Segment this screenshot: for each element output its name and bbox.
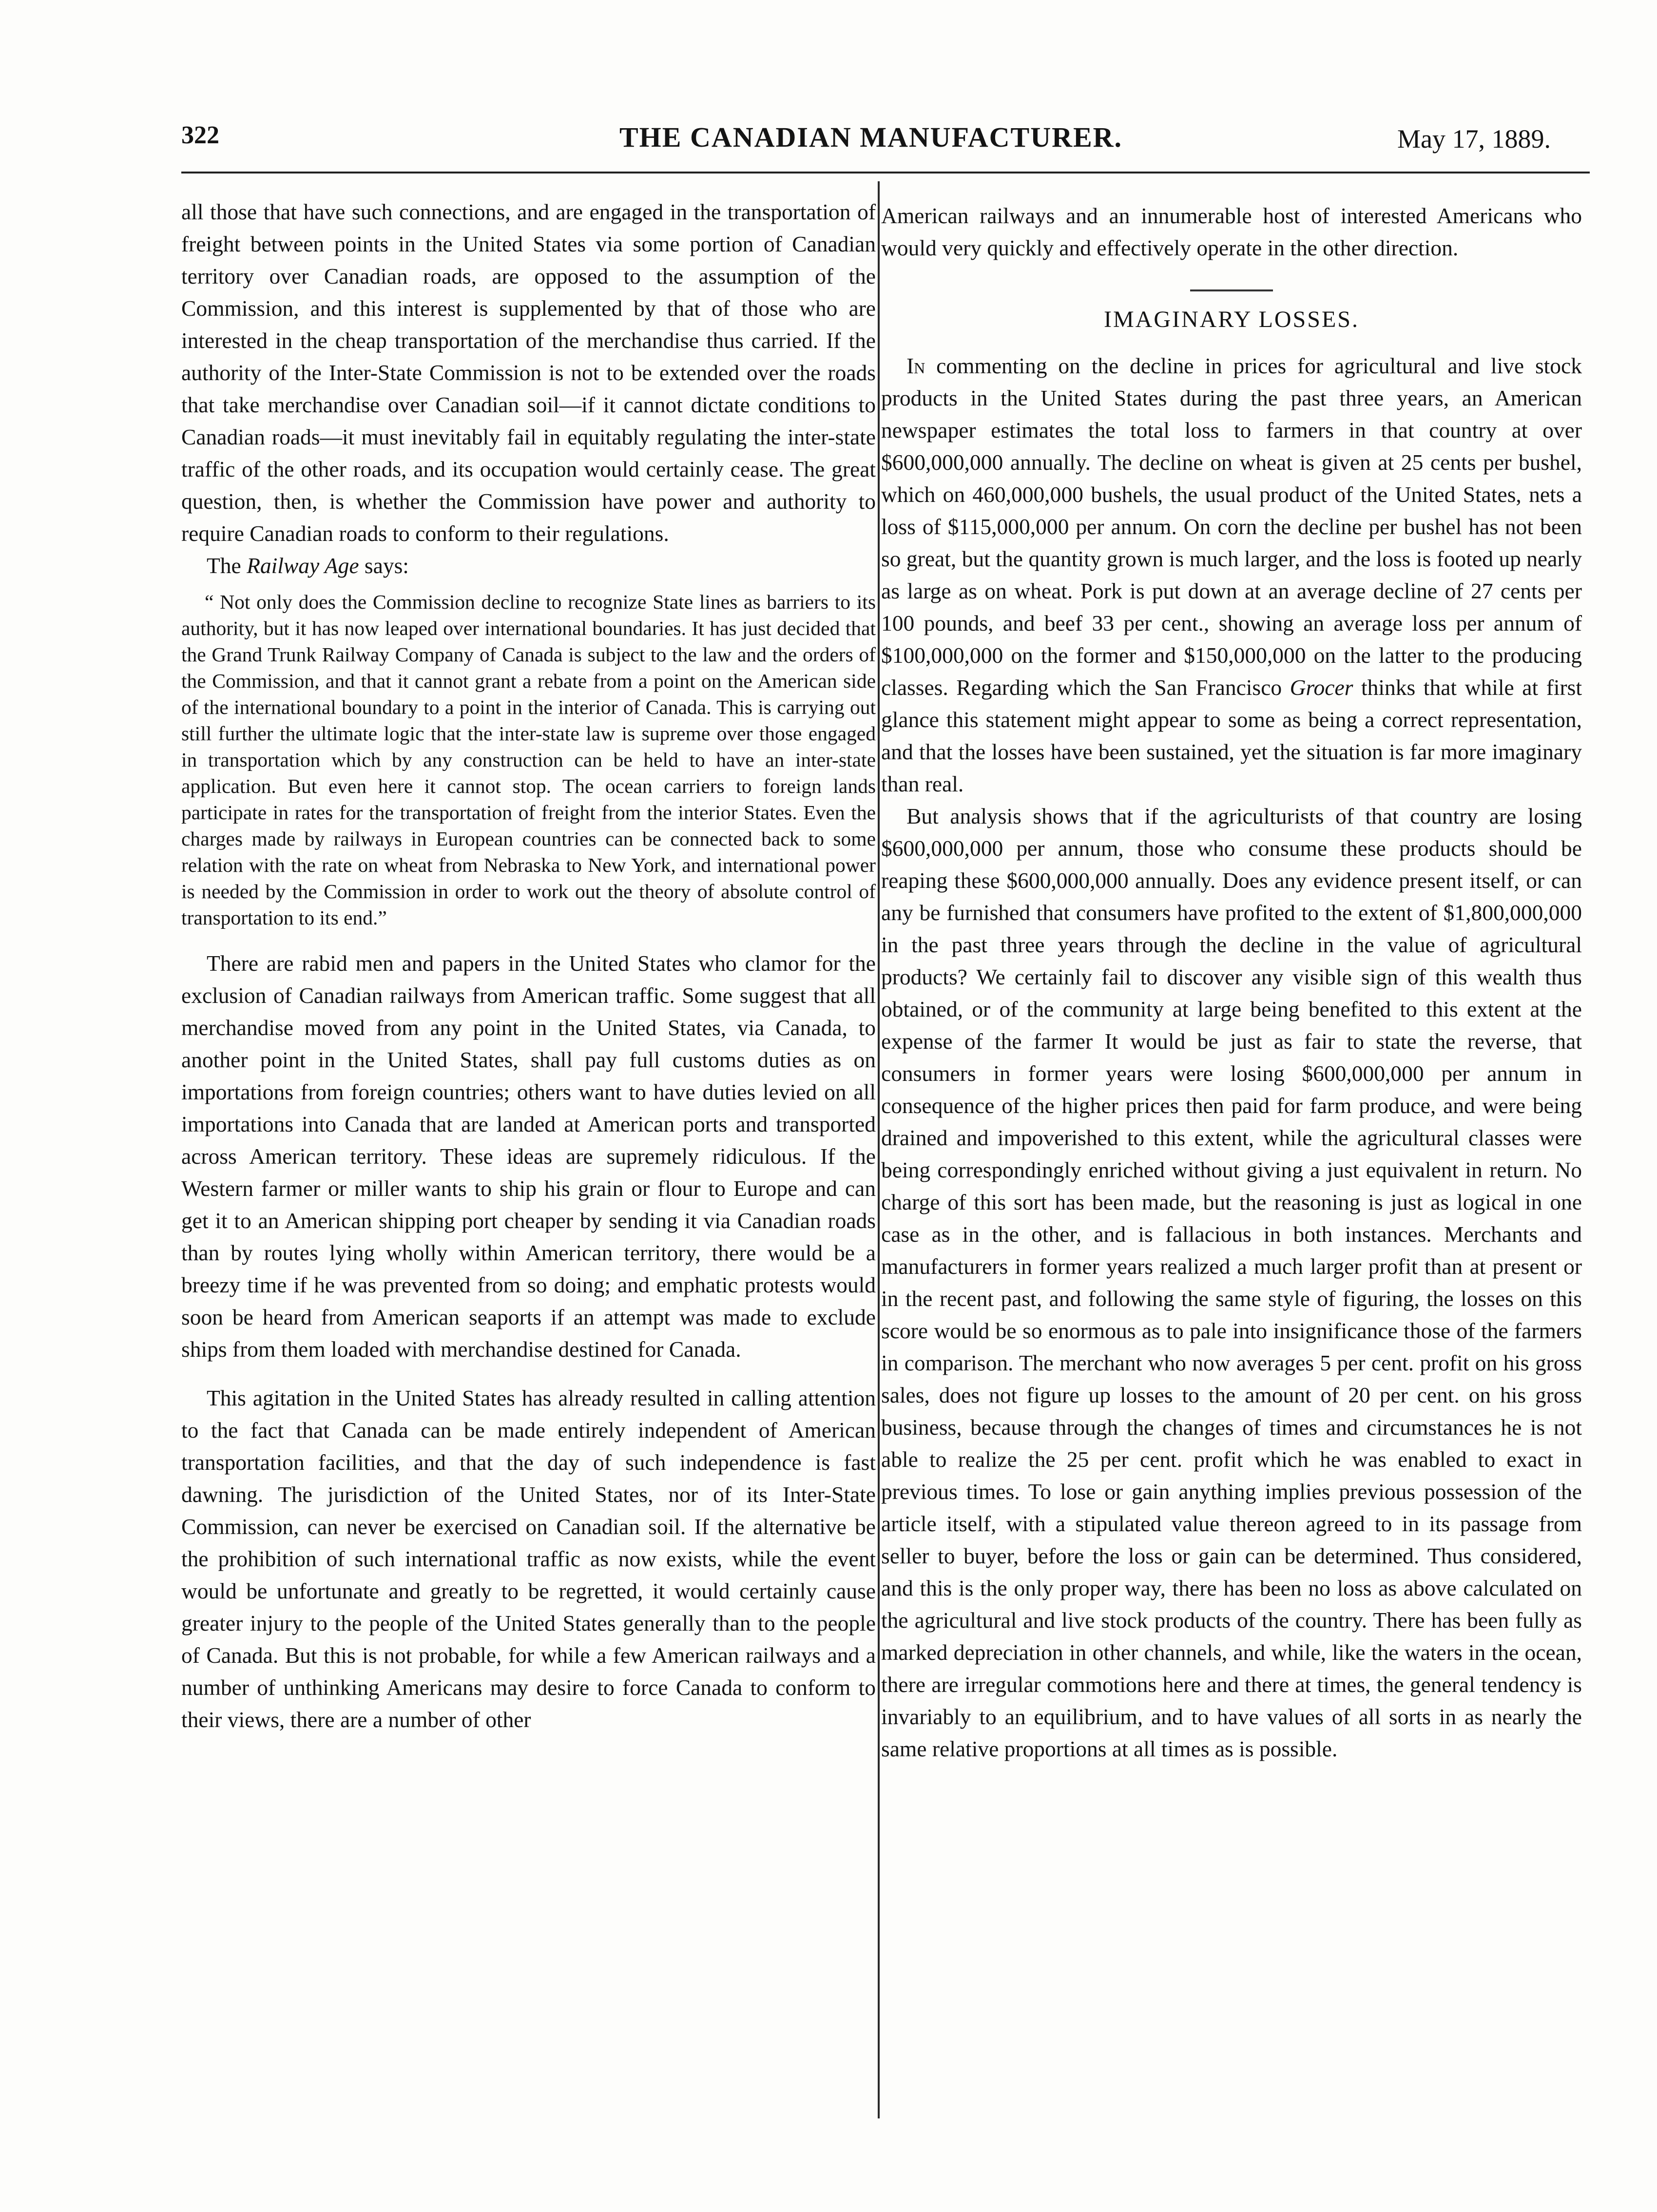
- paragraph-text: thinks that while at first glance this statement might appear to some as being a correct representation, and that the losses have been sustained, yet the situation is far more imaginary than real.: [881, 675, 1582, 796]
- block-quote: [181, 589, 876, 931]
- article-paragraph: all those that have such connections, and are engaged in the transportation of freight between points in the United States via some portion of Canadian territory over Canadian roads, are opposed to the assumption of the Commission, and this interest is supplemented by that of those who are interested in the cheap transportation of the merchandise thus carried. If the authority of the Inter-State Commission is not to be extended over the roads that take merchandise over Canadian soil—if it cannot dictate conditions to Canadian roads—it must inevitably fail in equitably regulating the inter-state traffic of the other roads, and its occupation would certainly cease. The great question, then, is whether the Commission have power and authority to require Canadian roads to conform to their regulations.: [181, 199, 876, 546]
- continued-paragraph: American railways and an innumerable host of interested Americans who would very quickly and effectively operate in the other direction.: [881, 203, 1582, 260]
- quote-attribution: [181, 550, 876, 582]
- paragraph-text: commenting on the decline in prices for agricultural and live stock products in the United States during the past three years, an American newspaper estimates the total loss to farmers in that country at over $600,000,000 annually. The decline on wheat is given at 25 cents per bushel, which on 460,000,000 bushels, the usual product of the United States, nets a loss of $115,000,000 per annum. On corn the decline per bushel has not been so great, but the quantity grown is much larger, and the loss is footed up nearly as large as on wheat. Pork is put down at an average decline of 27 cents per 100 pounds, and beef 33 per cent., showing an average loss per annum of $100,000,000 on the former and $150,000,000 on the latter to the producing classes. Regarding which the San Francisco: [881, 353, 1582, 700]
- publication-name: Grocer: [1290, 675, 1353, 700]
- lead-word: In: [906, 353, 925, 378]
- section-rule: [1190, 289, 1273, 291]
- section-title: IMAGINARY LOSSES.: [1104, 307, 1359, 332]
- column-divider: [878, 181, 880, 2118]
- masthead-title: THE CANADIAN MANUFACTURER.: [619, 121, 1123, 153]
- page-header: [181, 117, 1561, 171]
- right-column: [881, 200, 1582, 1765]
- article-paragraph: [881, 350, 1582, 800]
- attribution-prefix: The: [207, 553, 247, 578]
- page-number: 322: [181, 121, 219, 149]
- attribution-suffix: says:: [359, 553, 409, 578]
- article-paragraph: But analysis shows that if the agriculturists of that country are losing $600,000,000 per annum, those who consume these products should be reaping these $600,000,000 annually. Does any evidence present itself, or can any be furnished that consumers have profited to the extent of $1,800,000,000 in the past three years through the decline in the value of agricultural products? We certainly fail to discover any visible sign of this wealth thus obtained, or of the community at large being benefited to this extent at the expense of the farmer It would be just as fair to state the reverse, that consumers in former years were losing $600,000,000 per annum in consequence of the higher prices then paid for farm produce, and were being drained and impoverished to this extent, while the agricultural classes were being correspondingly enriched without giving a just equivalent in return. No charge of this sort has been made, but the reasoning is just as logical in one case as in the other, and is fallacious in both instances. Merchants and manufacturers in former years realized a much larger profit than at present or in the recent past, and following the same style of figuring, the losses on this score would be so enormous as to pale into insignificance those of the farmers in comparison. The merchant who now averages 5 per cent. profit on his gross sales, does not figure up losses to the amount of 20 per cent. on his gross business, because through the changes of times and circumstances he is not able to realize the 25 per cent. profit which he was enabled to exact in previous times. To lose or gain anything implies previous possession of the article itself, with a stipulated value thereon agreed to in its passage from seller to buyer, before the loss or gain can be determined. Thus considered, and this is the only proper way, there has been no loss as above calculated on the agricultural and live stock products of the country. There has been fully as marked depreciation in other channels, and while, like the waters in the ocean, there are irregular commotions here and there at times, the general tendency is invariably to an equilibrium, and to have values of all sorts in as nearly the same relative proportions at all times as is possible.: [881, 804, 1582, 1761]
- left-column: [181, 196, 876, 1736]
- article-paragraph: This agitation in the United States has already resulted in calling attention to the fact that Canada can be made entirely independent of American transportation facilities, and that the day of such independence is fast dawning. The jurisdiction of the United States, nor of its Inter-State Commission, can never be exercised on Canadian soil. If the alternative be the prohibition of such international traffic as now exists, while the event would be unfortunate and greatly to be regretted, it would certainly cause greater injury to the people of the United States generally than to the people of Canada. But this is not probable, for while a few American railways and a number of unthinking Americans may desire to force Canada to conform to their views, there are a number of other: [181, 1385, 876, 1732]
- article-paragraph: There are rabid men and papers in the United States who clamor for the exclusion of Canadian railways from American traffic. Some suggest that all merchandise moved from any point in the United States, via Canada, to another point in the United States, shall pay full customs duties as on importations from foreign countries; others want to have duties levied on all importations into Canada that are landed at American ports and transported across American territory. These ideas are supremely ridiculous. If the Western farmer or miller wants to ship his grain or flour to Europe and can get it to an American shipping port cheaper by sending it via Canadian roads than by routes lying wholly within American territory, there would be a breezy time if he was prevented from so doing; and emphatic protests would soon be heard from American seaports if an attempt was made to exclude ships from them loaded with merchandise destined for Canada.: [181, 951, 876, 1362]
- attribution-source: Railway Age: [247, 553, 359, 578]
- header-rule: [181, 172, 1590, 173]
- issue-date: May 17, 1889.: [1397, 124, 1551, 154]
- quote-text: “ Not only does the Commission decline to recognize State lines as barriers to its authority, but it has now leaped over international boundaries. It has just decided that the Grand Trunk Railway Company of Canada is subject to the law and the orders of the Commission, and that it cannot grant a rebate from a point on the American side of the international boundary to a point in the interior of Canada. This is carrying out still further the ultimate logic that the inter-state law is supreme over those engaged in transportation which by any construction can be held to have an inter-state application. But even here it cannot stop. The ocean carriers to foreign lands participate in rates for the transportation of freight from the interior States. Even the charges made by railways in European countries can be connected back to some relation with the rate on wheat from Nebraska to New York, and international power is needed by the Commission in order to work out the theory of absolute control of transportation to its end.”: [181, 591, 876, 929]
